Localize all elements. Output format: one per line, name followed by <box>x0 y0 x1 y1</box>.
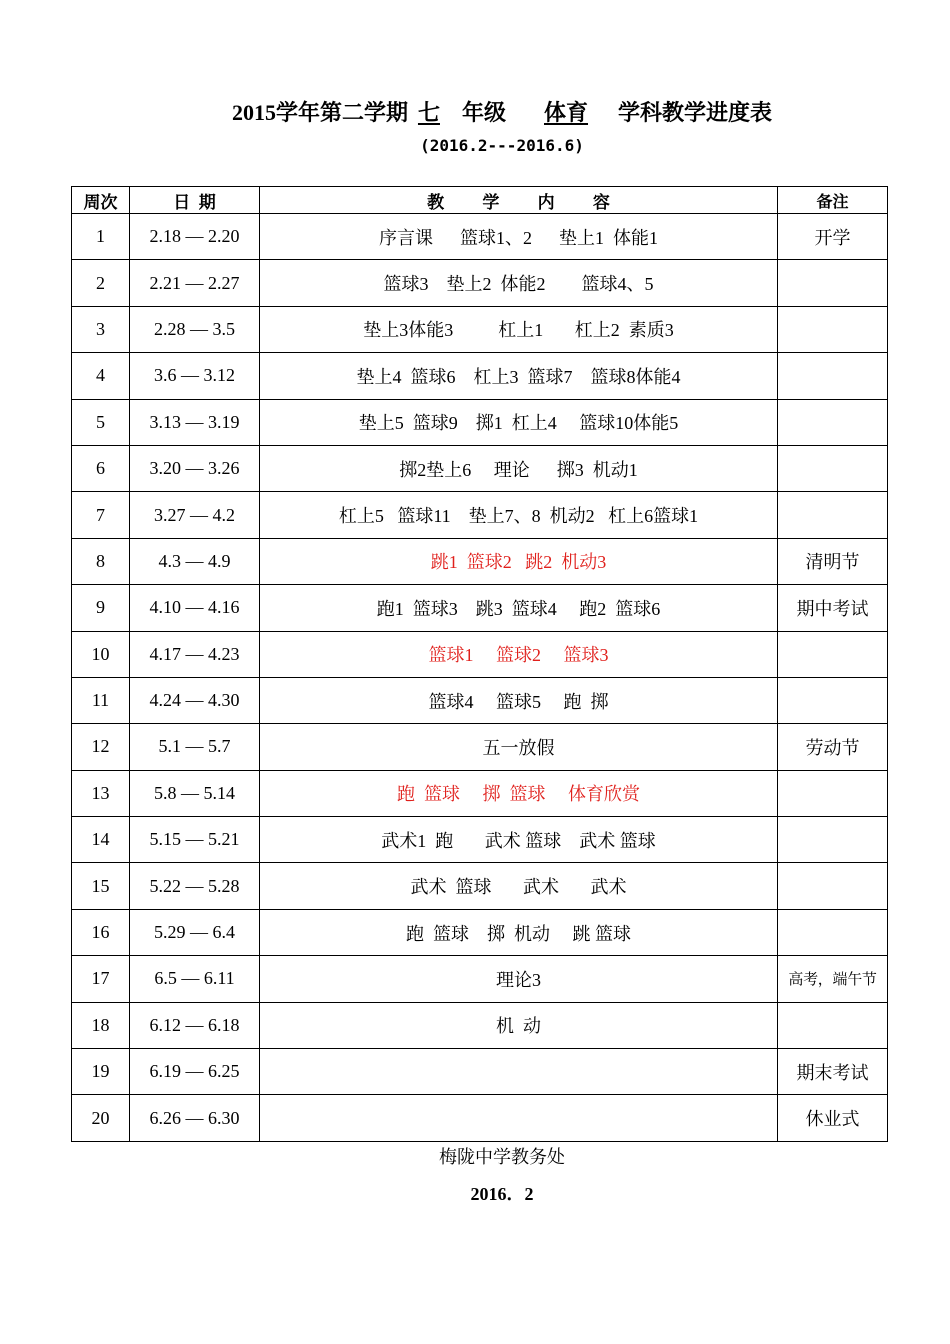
week-cell: 19 <box>72 1049 130 1095</box>
note-cell <box>778 1002 888 1048</box>
content-cell: 掷2垫上6 理论 掷3 机动1 <box>260 445 778 491</box>
content-cell: 武术1 跑 武术 篮球 武术 篮球 <box>260 817 778 863</box>
date-range-subtitle: (2016.2---2016.6) <box>420 136 584 155</box>
table-row <box>72 306 888 352</box>
date-cell: 3.13 — 3.19 <box>130 399 260 445</box>
week-cell: 4 <box>72 353 130 399</box>
week-cell: 14 <box>72 817 130 863</box>
week-cell: 13 <box>72 770 130 816</box>
title-subject: 体育 <box>544 100 589 125</box>
table-row <box>72 909 888 955</box>
table-row <box>72 1049 888 1095</box>
content-cell: 跳1 篮球2 跳2 机动3 <box>260 538 778 584</box>
table-row <box>72 214 888 260</box>
week-cell: 6 <box>72 445 130 491</box>
content-cell: 武术 篮球 武术 武术 <box>260 863 778 909</box>
table-row <box>72 399 888 445</box>
table-row <box>72 353 888 399</box>
week-cell: 20 <box>72 1095 130 1141</box>
week-cell: 5 <box>72 399 130 445</box>
content-cell: 跑 篮球 掷 机动 跳 篮球 <box>260 909 778 955</box>
table-row <box>72 677 888 723</box>
date-cell: 5.1 — 5.7 <box>130 724 260 770</box>
date-cell: 4.10 — 4.16 <box>130 585 260 631</box>
date-cell: 3.6 — 3.12 <box>130 353 260 399</box>
note-cell <box>778 445 888 491</box>
note-cell <box>778 353 888 399</box>
note-cell: 休业式 <box>778 1095 888 1141</box>
table-row <box>72 260 888 306</box>
header-week: 周次 <box>72 187 130 214</box>
table-header-row <box>72 187 888 214</box>
date-cell: 6.12 — 6.18 <box>130 1002 260 1048</box>
week-cell: 18 <box>72 1002 130 1048</box>
note-cell <box>778 306 888 352</box>
title-prefix: 2015学年第二学期 <box>231 100 408 125</box>
content-cell <box>260 1049 778 1095</box>
note-cell: 高考，端午节 <box>778 956 888 1002</box>
note-cell <box>778 817 888 863</box>
content-cell <box>260 1095 778 1141</box>
header-date: 日 期 <box>130 187 260 214</box>
date-cell: 6.26 — 6.30 <box>130 1095 260 1141</box>
table-row <box>72 956 888 1002</box>
note-cell <box>778 677 888 723</box>
week-cell: 3 <box>72 306 130 352</box>
title-grade: 七 <box>417 100 440 125</box>
title-suffix: 学科教学进度表 <box>618 100 773 125</box>
document-title <box>0 96 950 127</box>
date-cell: 3.20 — 3.26 <box>130 445 260 491</box>
footer-date: 2016．2 <box>470 1184 534 1204</box>
note-cell <box>778 863 888 909</box>
content-cell: 理论3 <box>260 956 778 1002</box>
header-content: 教 学 内 容 <box>260 187 778 214</box>
content-cell: 垫上4 篮球6 杠上3 篮球7 篮球8体能4 <box>260 353 778 399</box>
date-cell: 5.15 — 5.21 <box>130 817 260 863</box>
table-row <box>72 770 888 816</box>
content-cell: 篮球1 篮球2 篮球3 <box>260 631 778 677</box>
week-cell: 1 <box>72 214 130 260</box>
note-cell <box>778 260 888 306</box>
table-row <box>72 817 888 863</box>
date-cell: 2.28 — 3.5 <box>130 306 260 352</box>
date-cell: 6.19 — 6.25 <box>130 1049 260 1095</box>
table-row <box>72 631 888 677</box>
content-cell: 垫上5 篮球9 掷1 杠上4 篮球10体能5 <box>260 399 778 445</box>
content-cell: 机 动 <box>260 1002 778 1048</box>
content-cell: 序言课 篮球1、2 垫上1 体能1 <box>260 214 778 260</box>
table-row <box>72 445 888 491</box>
header-note: 备注 <box>778 187 888 214</box>
note-cell <box>778 909 888 955</box>
table-row <box>72 585 888 631</box>
schedule-table <box>71 186 888 1142</box>
content-cell: 篮球3 垫上2 体能2 篮球4、5 <box>260 260 778 306</box>
week-cell: 9 <box>72 585 130 631</box>
week-cell: 10 <box>72 631 130 677</box>
content-cell: 跑1 篮球3 跳3 篮球4 跑2 篮球6 <box>260 585 778 631</box>
note-cell <box>778 631 888 677</box>
schedule-body <box>72 214 888 1142</box>
note-cell <box>778 492 888 538</box>
table-row <box>72 538 888 584</box>
table-row <box>72 492 888 538</box>
title-grade-suffix: 年级 <box>461 100 506 125</box>
table-row <box>72 863 888 909</box>
week-cell: 11 <box>72 677 130 723</box>
date-cell: 4.17 — 4.23 <box>130 631 260 677</box>
note-cell: 开学 <box>778 214 888 260</box>
date-cell: 5.22 — 5.28 <box>130 863 260 909</box>
note-cell: 清明节 <box>778 538 888 584</box>
note-cell: 劳动节 <box>778 724 888 770</box>
content-cell: 垫上3体能3 杠上1 杠上2 素质3 <box>260 306 778 352</box>
week-cell: 8 <box>72 538 130 584</box>
date-cell: 4.3 — 4.9 <box>130 538 260 584</box>
note-cell <box>778 399 888 445</box>
content-cell: 杠上5 篮球11 垫上7、8 机动2 杠上6篮球1 <box>260 492 778 538</box>
footer-office: 梅陇中学教务处 <box>439 1147 565 1167</box>
date-cell: 6.5 — 6.11 <box>130 956 260 1002</box>
week-cell: 16 <box>72 909 130 955</box>
week-cell: 12 <box>72 724 130 770</box>
week-cell: 17 <box>72 956 130 1002</box>
content-cell: 篮球4 篮球5 跑 掷 <box>260 677 778 723</box>
content-cell: 跑 篮球 掷 篮球 体育欣赏 <box>260 770 778 816</box>
note-cell <box>778 770 888 816</box>
week-cell: 7 <box>72 492 130 538</box>
content-cell: 五一放假 <box>260 724 778 770</box>
date-cell: 5.29 — 6.4 <box>130 909 260 955</box>
week-cell: 15 <box>72 863 130 909</box>
note-cell: 期中考试 <box>778 585 888 631</box>
note-cell: 期末考试 <box>778 1049 888 1095</box>
date-cell: 4.24 — 4.30 <box>130 677 260 723</box>
week-cell: 2 <box>72 260 130 306</box>
date-cell: 2.18 — 2.20 <box>130 214 260 260</box>
table-row <box>72 1095 888 1141</box>
date-cell: 5.8 — 5.14 <box>130 770 260 816</box>
table-row <box>72 724 888 770</box>
date-cell: 2.21 — 2.27 <box>130 260 260 306</box>
table-row <box>72 1002 888 1048</box>
date-cell: 3.27 — 4.2 <box>130 492 260 538</box>
